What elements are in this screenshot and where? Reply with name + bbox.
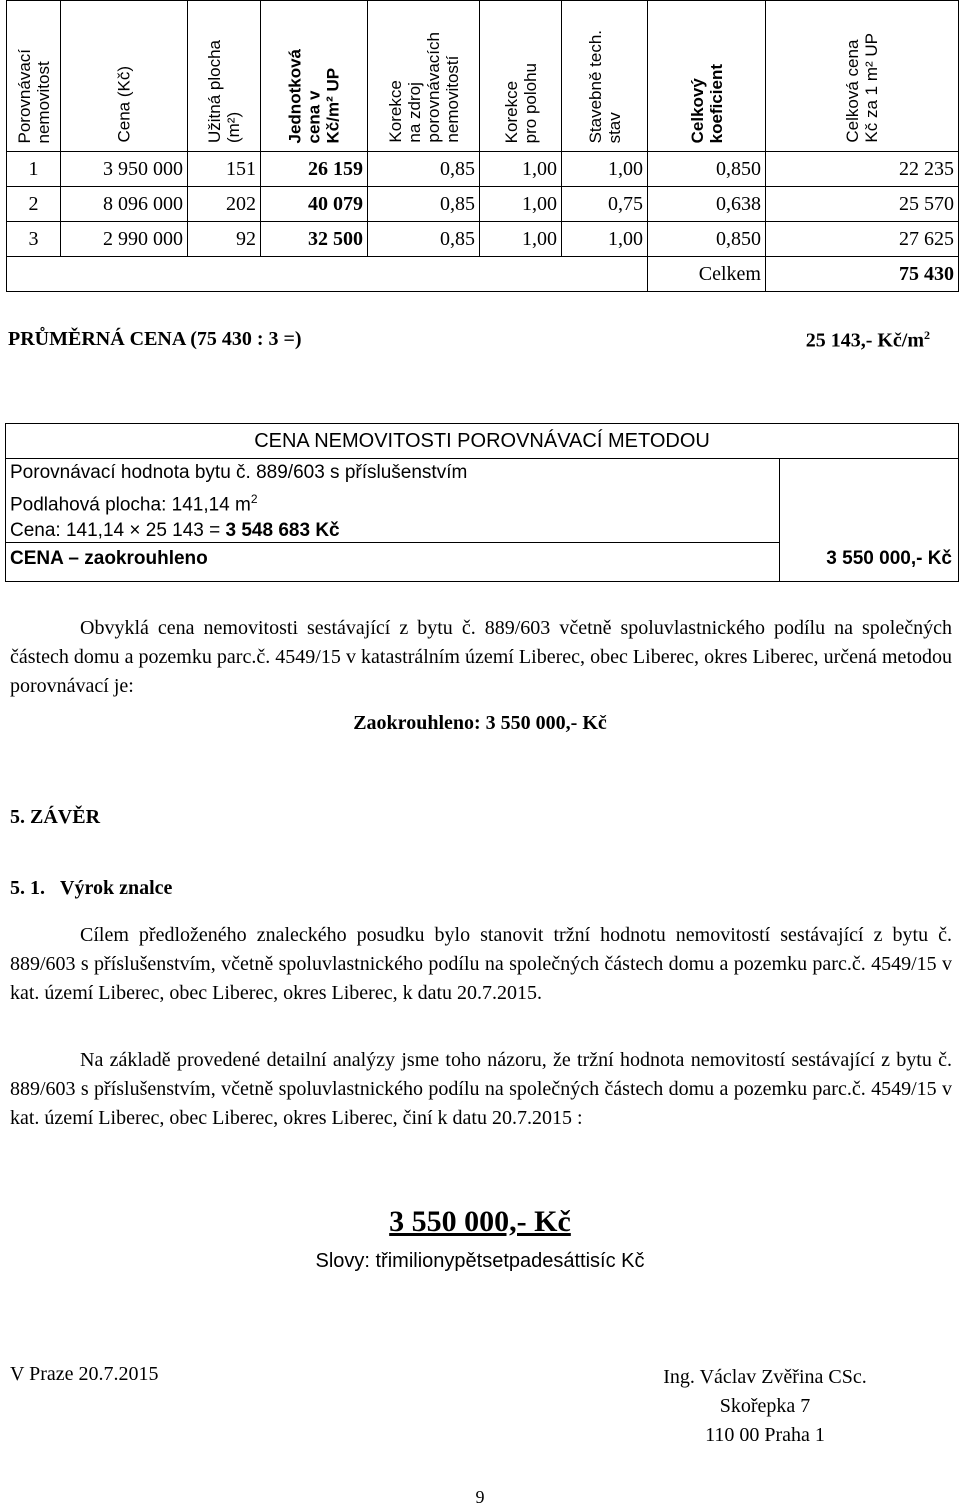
- average-price-value: 25 143,- $Kč/m^2$: [805, 328, 930, 352]
- final-value: 3 550 000,- Kč: [389, 1205, 571, 1238]
- price-box: [5, 423, 959, 582]
- table-cell: 0,850: [648, 152, 766, 187]
- table-header-label: Užitná plocha (m²): [205, 39, 243, 143]
- signature-name: Ing. Václav Zvěřina CSc.: [663, 1366, 867, 1388]
- comparison-table: [6, 0, 959, 292]
- place-date: V Praze 20.7.2015: [10, 1363, 159, 1385]
- table-header-cell: [562, 1, 648, 152]
- price-box-divider: [779, 458, 780, 581]
- table-header-label: Cena (Kč): [114, 66, 134, 143]
- average-price-label: PRŮMĚRNÁ CENA (75 430 : 3 =): [8, 328, 302, 350]
- table-cell: 0,75: [562, 187, 648, 222]
- table-cell: 32 500: [261, 222, 368, 257]
- table-cell: 8 096 000: [61, 187, 188, 222]
- conclusion-para-2: Na základě provedené detailní analýzy jsme toho názoru, že tržní hodnota nemovitostí sestávající z bytu č. 889/603 s příslušenstvím, včetně spoluvlastnického podílu na společných částech domu a pozemku parc.č. 4549/15 v kat. území Liberec, obec Liberec, okres Liberec, činí k datu 20.7.2015 :: [10, 1049, 952, 1129]
- table-cell: 202: [188, 187, 261, 222]
- table-header-cell: [188, 1, 261, 152]
- table-cell: 1,00: [480, 152, 562, 187]
- table-cell: 0,85: [368, 152, 480, 187]
- table-header-label: Celkový koeficient: [687, 63, 726, 143]
- table-cell: 1,00: [562, 222, 648, 257]
- table-cell: 27 625: [766, 222, 959, 257]
- table-header-label: Celková cena Kč za 1 m² UP: [843, 33, 881, 143]
- table-cell: 0,85: [368, 222, 480, 257]
- table-cell: 0,638: [648, 187, 766, 222]
- signature-city: 110 00 Praha 1: [705, 1424, 825, 1446]
- table-row: [7, 222, 959, 257]
- conclusion-para-1: Cílem předloženého znaleckého posudku bylo stanovit tržní hodnotu nemovitostí sestávající z bytu č. 889/603 s příslušenstvím, včetně spoluvlastnického podílu na společných částech domu a pozemku parc.č. 4549/15 v kat. území Liberec, obec Liberec, okres Liberec, k datu 20.7.2015.: [10, 924, 952, 1004]
- signature-block: [640, 1363, 890, 1450]
- price-box-line1: Porovnávací hodnota bytu č. 889/603 s příslušenstvím: [10, 462, 468, 483]
- table-cell: 25 570: [766, 187, 959, 222]
- total-value: 75 430: [766, 257, 959, 292]
- price-box-details: [10, 460, 770, 544]
- price-box-line3: Cena: 141,14 × 25 143 = 3 548 683 Kč: [10, 520, 340, 542]
- table-cell: 22 235: [766, 152, 959, 187]
- table-header-cell: [480, 1, 562, 152]
- table-cell: 0,850: [648, 222, 766, 257]
- price-box-cena-label: CENA – zaokrouhleno: [10, 548, 208, 569]
- table-header-cell: [261, 1, 368, 152]
- table-header-label: Porovnávací nemovitost: [14, 48, 53, 143]
- usual-price-rounded: Zaokrouhleno: 3 550 000,- Kč: [353, 712, 607, 734]
- table-cell: 92: [188, 222, 261, 257]
- table-header-cell: [368, 1, 480, 152]
- table-cell: 3 950 000: [61, 152, 188, 187]
- final-value-words: Slovy: třimilionypětsetpadesáttisíc Kč: [315, 1250, 645, 1272]
- table-cell: 0,85: [368, 187, 480, 222]
- table-header-cell: [648, 1, 766, 152]
- table-header-label: Korekce pro polohu: [501, 62, 540, 143]
- total-label: Celkem: [648, 257, 766, 292]
- table-cell: 1: [7, 152, 61, 187]
- table-header-cell: [766, 1, 959, 152]
- section-heading: 5. ZÁVĚR: [10, 806, 101, 828]
- table-cell: 2: [7, 187, 61, 222]
- table-header-label: Korekce na zdroj porovnávacích nemovitostí: [385, 32, 462, 143]
- usual-price-text: Obvyklá cena nemovitosti sestávající z bytu č. 889/603 včetně spoluvlastnického podílu na společných částech domu a pozemku parc.č. 4549/15 v katastrálním území Liberec, obec Liberec, okres Liberec, určená metodou porovnávací je:: [10, 617, 952, 697]
- table-header-label: Jednotková cena v Kč/m² UP: [285, 48, 343, 143]
- table-cell: 1,00: [480, 222, 562, 257]
- table-cell: 2 990 000: [61, 222, 188, 257]
- subsection-heading: 5. 1. Výrok znalce: [10, 877, 173, 899]
- table-row: [7, 152, 959, 187]
- table-cell: 40 079: [261, 187, 368, 222]
- table-total-row: [7, 257, 959, 292]
- price-box-line2: Podlahová plocha: 141,14 $m^2$: [10, 492, 258, 516]
- price-box-cena-value: 3 550 000,- Kč: [826, 548, 952, 569]
- price-box-row-line: [6, 542, 780, 543]
- table-cell: 1,00: [562, 152, 648, 187]
- table-cell: 151: [188, 152, 261, 187]
- table-header-cell: [61, 1, 188, 152]
- table-cell: 3: [7, 222, 61, 257]
- table-cell: 1,00: [480, 187, 562, 222]
- table-row: [7, 187, 959, 222]
- table-cell: 26 159: [261, 152, 368, 187]
- signature-street: Skořepka 7: [719, 1395, 811, 1417]
- table-header-row: [7, 1, 959, 152]
- page-number: 9: [475, 1487, 485, 1507]
- table-header-cell: [7, 1, 61, 152]
- table-header-label: Stavebně tech. stav: [585, 29, 624, 143]
- price-box-title: CENA NEMOVITOSTI POROVNÁVACÍ METODOU: [6, 424, 958, 459]
